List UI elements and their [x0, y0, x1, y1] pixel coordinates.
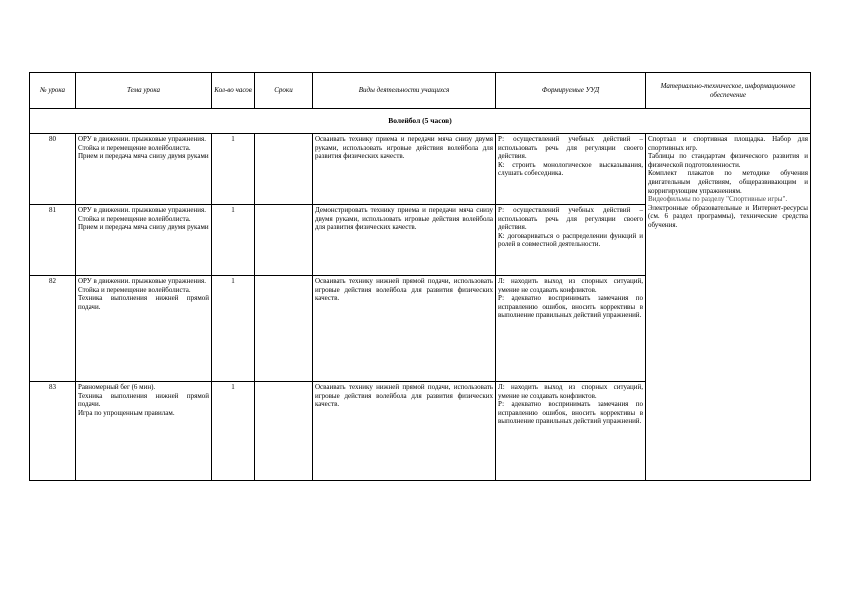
lesson-number: 80: [30, 134, 76, 205]
table-row: [30, 134, 811, 205]
uud-line: Р: адекватно воспринимать замечания по исправлению ошибок, вносить коррективы в выполнение правильных действий упражнений.: [498, 294, 643, 320]
lesson-activity: Осваивать технику нижней прямой подачи, использовать игровые действия волейбола для развития физических качеств.: [313, 382, 496, 481]
lesson-topic: [76, 205, 212, 276]
lesson-dates: [255, 276, 313, 382]
topic-line: Техника выполнения нижней прямой подачи.: [78, 391, 209, 409]
topic-line: Игра по упрощенным правилам.: [78, 408, 175, 417]
topic-line: Стойка и перемещение волейболиста.: [78, 285, 191, 294]
lesson-uud: [496, 382, 646, 481]
header-row: [30, 73, 811, 109]
lesson-activity: Осваивать технику нижней прямой подачи, использовать игровые действия волейбола для развития физических качеств.: [313, 276, 496, 382]
section-row: [30, 109, 811, 134]
uud-line: Л: находить выход из спорных ситуаций, умение не создавать конфликтов.: [498, 277, 643, 294]
lesson-topic: [76, 276, 212, 382]
topic-line: ОРУ в движении. прыжковые упражнения.: [78, 206, 206, 214]
lesson-activity: Демонстрировать технику приема и передачи мяча снизу двумя руками, использовать игровые действия волейбола для развития физических качеств.: [313, 205, 496, 276]
lesson-uud: [496, 205, 646, 276]
uud-line: Р: осуществлений учебных действий – использовать речь для регуляции своего действия.: [498, 206, 643, 232]
header-hours: Кол-во часов: [212, 73, 255, 109]
uud-line: Р: адекватно воспринимать замечания по исправлению ошибок, вносить коррективы в выполнение правильных действий упражнений.: [498, 400, 643, 426]
header-dates: Сроки: [255, 73, 313, 109]
resources-cell: [646, 134, 811, 481]
topic-line: ОРУ в движении. прыжковые упражнения.: [78, 277, 206, 285]
lesson-plan-table: [29, 72, 811, 481]
lesson-topic: [76, 382, 212, 481]
header-uud: Формируемые УУД: [496, 73, 646, 109]
resource-item: Спортзал и спортивная площадка. Набор для спортивных игр.: [648, 135, 808, 152]
resource-item: Комплект плакатов по методике обучения двигательным действиям, общеразвивающим и корригирующим упражнениям.: [648, 169, 808, 195]
lesson-hours: 1: [212, 276, 255, 382]
uud-line: Л: находить выход из спорных ситуаций, умение не создавать конфликтов.: [498, 383, 643, 400]
uud-line: К: договариваться о распределении функций и ролей в совместной деятельности.: [498, 231, 643, 249]
resource-item: Таблицы по стандартам физического развития и физической подготовленности.: [648, 152, 808, 169]
header-lesson-number: № урока: [30, 73, 76, 109]
lesson-uud: [496, 276, 646, 382]
topic-line: Стойка и перемещение волейболиста.: [78, 214, 191, 223]
lesson-hours: 1: [212, 134, 255, 205]
resource-item: Видеофильмы по разделу "Спортивные игры".: [648, 195, 788, 204]
header-lesson-topic: Тема урока: [76, 73, 212, 109]
uud-line: Р: осуществлений учебных действий – использовать речь для регуляции своего действия.: [498, 135, 643, 161]
lesson-uud: [496, 134, 646, 205]
header-activities: Виды деятельности учащихся: [313, 73, 496, 109]
topic-line: Равномерный бег (6 мин).: [78, 383, 156, 391]
lesson-dates: [255, 205, 313, 276]
header-resources: Материально-техническое, информационное обеспечение: [646, 73, 811, 109]
lesson-number: 82: [30, 276, 76, 382]
topic-line: Прием и передача мяча снизу двумя руками: [78, 223, 209, 232]
uud-line: К: строить монологическое высказывания, слушать собеседника.: [498, 160, 643, 178]
lesson-activity: Осваивать технику приема и передачи мяча снизу двумя руками, использовать игровые действия волейбола для развития физических качеств.: [313, 134, 496, 205]
lesson-hours: 1: [212, 382, 255, 481]
lesson-number: 81: [30, 205, 76, 276]
lesson-dates: [255, 134, 313, 205]
topic-line: Стойка и перемещение волейболиста.: [78, 143, 191, 152]
topic-line: Техника выполнения нижней прямой подачи.: [78, 294, 209, 311]
section-title: Волейбол (5 часов): [30, 109, 811, 134]
lesson-number: 83: [30, 382, 76, 481]
topic-line: Прием и передача мяча снизу двумя руками: [78, 152, 209, 161]
lesson-hours: 1: [212, 205, 255, 276]
lesson-topic: [76, 134, 212, 205]
resource-item: Электронные образовательные и Интернет-ресурсы (см. 6 раздел программы), технические средства обучения.: [648, 203, 808, 229]
lesson-dates: [255, 382, 313, 481]
topic-line: ОРУ в движении. прыжковые упражнения.: [78, 135, 206, 143]
